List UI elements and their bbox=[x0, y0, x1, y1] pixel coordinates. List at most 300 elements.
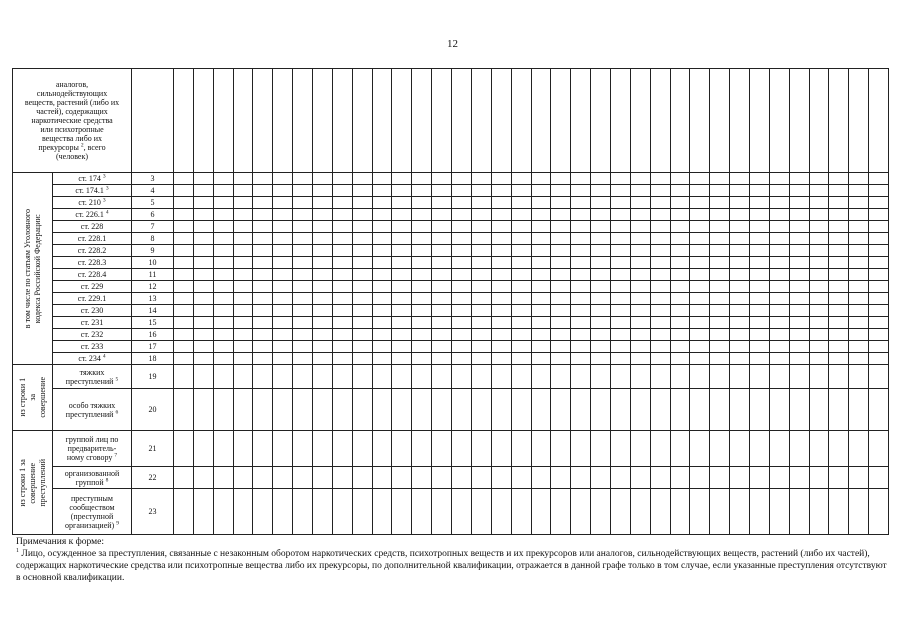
data-cell bbox=[551, 467, 571, 489]
data-cell bbox=[790, 431, 810, 467]
data-cell bbox=[353, 233, 373, 245]
data-cell bbox=[730, 281, 750, 293]
header-label-line: веществ, растений (либо их bbox=[24, 98, 120, 107]
data-cell bbox=[234, 431, 253, 467]
data-cell bbox=[234, 69, 253, 173]
data-cell bbox=[690, 221, 710, 233]
data-cell bbox=[492, 341, 512, 353]
data-cell bbox=[790, 365, 810, 389]
data-cell bbox=[571, 389, 591, 431]
data-cell bbox=[353, 173, 373, 185]
data-cell bbox=[750, 245, 770, 257]
row-label bbox=[53, 293, 132, 305]
data-cell bbox=[770, 197, 790, 209]
data-cell bbox=[591, 185, 611, 197]
row-label bbox=[53, 305, 132, 317]
data-cell bbox=[770, 353, 790, 365]
data-cell bbox=[710, 467, 730, 489]
form-notes bbox=[16, 536, 888, 584]
data-cell bbox=[591, 305, 611, 317]
data-cell bbox=[412, 329, 432, 341]
data-cell bbox=[273, 467, 293, 489]
row-label-text: ст. 210 bbox=[78, 198, 101, 207]
data-cell bbox=[472, 69, 492, 173]
data-cell bbox=[253, 365, 273, 389]
data-cell bbox=[234, 209, 253, 221]
data-cell bbox=[512, 329, 532, 341]
data-cell bbox=[293, 185, 313, 197]
row-number: 5 bbox=[132, 197, 174, 209]
row-label bbox=[53, 221, 132, 233]
data-cell bbox=[313, 185, 333, 197]
data-cell bbox=[492, 389, 512, 431]
data-cell bbox=[571, 365, 591, 389]
data-cell bbox=[472, 281, 492, 293]
data-cell bbox=[174, 293, 194, 305]
data-cell bbox=[869, 197, 889, 209]
data-cell bbox=[512, 221, 532, 233]
data-cell bbox=[551, 233, 571, 245]
data-cell bbox=[651, 245, 671, 257]
data-cell bbox=[313, 245, 333, 257]
data-cell bbox=[571, 185, 591, 197]
table-row bbox=[13, 69, 889, 173]
data-cell bbox=[432, 69, 452, 173]
data-cell bbox=[849, 389, 869, 431]
data-cell bbox=[790, 221, 810, 233]
data-cell bbox=[671, 233, 690, 245]
data-cell bbox=[750, 431, 770, 467]
data-cell bbox=[512, 69, 532, 173]
data-cell bbox=[353, 69, 373, 173]
data-cell bbox=[293, 69, 313, 173]
data-cell bbox=[690, 341, 710, 353]
data-cell bbox=[412, 341, 432, 353]
data-cell bbox=[651, 269, 671, 281]
data-cell bbox=[333, 329, 353, 341]
data-cell bbox=[333, 209, 353, 221]
data-cell bbox=[829, 317, 849, 329]
table-row bbox=[13, 329, 889, 341]
data-cell bbox=[253, 197, 273, 209]
data-cell bbox=[293, 257, 313, 269]
data-cell bbox=[849, 353, 869, 365]
data-cell bbox=[392, 489, 412, 535]
row-label bbox=[53, 245, 132, 257]
data-cell bbox=[790, 257, 810, 269]
data-cell bbox=[829, 329, 849, 341]
data-cell bbox=[611, 341, 631, 353]
data-cell bbox=[472, 341, 492, 353]
data-cell bbox=[770, 317, 790, 329]
row-label-text: организованной группой bbox=[64, 468, 120, 487]
data-cell bbox=[651, 341, 671, 353]
data-cell bbox=[234, 329, 253, 341]
data-cell bbox=[532, 431, 551, 467]
note-1-text: Лицо, осужденное за преступления, связанные с незаконным оборотом наркотических средств, психотропных веществ и их прекурсоров или аналогов, сильнодействующих веществ, растений (либо их частей), содержащих наркотические средства или психотропные вещества либо их прекурсоры, по дополнительной квалификации, отражается в данной графе только в том случае, если указанные преступления отсутствуют в основной квалификации. bbox=[16, 549, 887, 583]
data-cell bbox=[690, 317, 710, 329]
data-cell bbox=[472, 293, 492, 305]
data-cell bbox=[492, 431, 512, 467]
data-cell bbox=[432, 293, 452, 305]
data-cell bbox=[472, 185, 492, 197]
data-cell bbox=[373, 489, 392, 535]
row-label bbox=[53, 329, 132, 341]
data-cell bbox=[750, 305, 770, 317]
data-cell bbox=[770, 221, 790, 233]
data-cell bbox=[651, 467, 671, 489]
data-cell bbox=[631, 173, 651, 185]
data-cell bbox=[492, 69, 512, 173]
data-cell bbox=[710, 317, 730, 329]
data-cell bbox=[571, 293, 591, 305]
data-cell bbox=[452, 221, 472, 233]
table-row bbox=[13, 489, 889, 535]
row-label bbox=[53, 185, 132, 197]
data-cell bbox=[253, 209, 273, 221]
data-cell bbox=[730, 305, 750, 317]
row-number: 3 bbox=[132, 173, 174, 185]
data-cell bbox=[710, 185, 730, 197]
row-label-footnote: 3 bbox=[105, 185, 109, 192]
row-label-footnote: 8 bbox=[105, 476, 109, 483]
data-cell bbox=[174, 209, 194, 221]
data-cell bbox=[829, 389, 849, 431]
data-cell bbox=[532, 173, 551, 185]
data-cell bbox=[710, 329, 730, 341]
data-cell bbox=[551, 305, 571, 317]
data-cell bbox=[591, 341, 611, 353]
data-cell bbox=[790, 293, 810, 305]
data-cell bbox=[611, 467, 631, 489]
data-cell bbox=[432, 173, 452, 185]
data-cell bbox=[849, 257, 869, 269]
header-label-line: сильнодействующих bbox=[36, 89, 108, 98]
data-cell bbox=[829, 353, 849, 365]
data-cell bbox=[631, 317, 651, 329]
data-cell bbox=[551, 431, 571, 467]
data-cell bbox=[730, 233, 750, 245]
row-label-footnote: 5 bbox=[115, 375, 119, 382]
data-cell bbox=[293, 281, 313, 293]
data-cell bbox=[373, 233, 392, 245]
data-cell bbox=[631, 185, 651, 197]
data-cell bbox=[253, 221, 273, 233]
data-cell bbox=[353, 269, 373, 281]
data-cell bbox=[849, 467, 869, 489]
data-cell bbox=[253, 317, 273, 329]
data-cell bbox=[253, 281, 273, 293]
row-label-footnote: 6 bbox=[115, 408, 119, 415]
table-row bbox=[13, 209, 889, 221]
data-cell bbox=[194, 173, 214, 185]
table-row bbox=[13, 197, 889, 209]
data-cell bbox=[472, 221, 492, 233]
data-cell bbox=[710, 69, 730, 173]
data-cell bbox=[611, 365, 631, 389]
data-cell bbox=[412, 317, 432, 329]
data-cell bbox=[273, 257, 293, 269]
data-cell bbox=[333, 269, 353, 281]
data-cell bbox=[790, 197, 810, 209]
data-cell bbox=[174, 341, 194, 353]
data-cell bbox=[313, 257, 333, 269]
data-cell bbox=[671, 317, 690, 329]
data-cell bbox=[591, 221, 611, 233]
data-cell bbox=[472, 431, 492, 467]
data-cell bbox=[710, 489, 730, 535]
data-cell bbox=[253, 185, 273, 197]
data-cell bbox=[790, 489, 810, 535]
data-cell bbox=[432, 269, 452, 281]
header-label-unit: (человек) bbox=[55, 152, 89, 161]
data-cell bbox=[810, 173, 829, 185]
data-cell bbox=[432, 233, 452, 245]
data-cell bbox=[313, 431, 333, 467]
data-cell bbox=[730, 269, 750, 281]
data-cell bbox=[671, 257, 690, 269]
row-number: 6 bbox=[132, 209, 174, 221]
data-cell bbox=[869, 489, 889, 535]
data-cell bbox=[452, 293, 472, 305]
data-cell bbox=[730, 257, 750, 269]
data-cell bbox=[532, 69, 551, 173]
data-cell bbox=[750, 233, 770, 245]
data-cell bbox=[452, 209, 472, 221]
data-cell bbox=[810, 489, 829, 535]
data-cell bbox=[710, 365, 730, 389]
header-label-line: аналогов, bbox=[55, 80, 89, 89]
data-cell bbox=[690, 173, 710, 185]
data-cell bbox=[353, 317, 373, 329]
data-cell bbox=[512, 389, 532, 431]
data-cell bbox=[611, 353, 631, 365]
data-cell bbox=[373, 353, 392, 365]
data-cell bbox=[392, 281, 412, 293]
data-cell bbox=[651, 293, 671, 305]
data-cell bbox=[730, 389, 750, 431]
note-1 bbox=[16, 548, 888, 584]
data-cell bbox=[651, 365, 671, 389]
data-cell bbox=[472, 317, 492, 329]
data-cell bbox=[194, 365, 214, 389]
data-cell bbox=[571, 353, 591, 365]
data-cell bbox=[333, 245, 353, 257]
data-cell bbox=[710, 209, 730, 221]
data-cell bbox=[770, 365, 790, 389]
row-label-text: ст. 228.1 bbox=[77, 234, 107, 243]
data-cell bbox=[412, 209, 432, 221]
data-cell bbox=[313, 293, 333, 305]
data-cell bbox=[234, 317, 253, 329]
data-cell bbox=[392, 233, 412, 245]
data-cell bbox=[174, 389, 194, 431]
data-cell bbox=[651, 431, 671, 467]
data-cell bbox=[750, 185, 770, 197]
data-cell bbox=[611, 173, 631, 185]
row-number: 20 bbox=[132, 389, 174, 431]
data-cell bbox=[392, 69, 412, 173]
data-cell bbox=[532, 467, 551, 489]
data-cell bbox=[392, 389, 412, 431]
data-cell bbox=[392, 353, 412, 365]
data-cell bbox=[432, 257, 452, 269]
data-cell bbox=[611, 221, 631, 233]
data-cell bbox=[829, 341, 849, 353]
data-cell bbox=[452, 305, 472, 317]
data-cell bbox=[392, 257, 412, 269]
data-cell bbox=[532, 281, 551, 293]
row-number: 10 bbox=[132, 257, 174, 269]
data-cell bbox=[234, 245, 253, 257]
data-cell bbox=[492, 293, 512, 305]
data-cell bbox=[671, 489, 690, 535]
table-row bbox=[13, 257, 889, 269]
data-cell bbox=[234, 197, 253, 209]
table-row bbox=[13, 293, 889, 305]
data-cell bbox=[591, 173, 611, 185]
data-cell bbox=[671, 389, 690, 431]
row-label-footnote: 3 bbox=[102, 197, 106, 204]
data-cell bbox=[730, 69, 750, 173]
data-cell bbox=[452, 257, 472, 269]
data-cell bbox=[373, 293, 392, 305]
data-cell bbox=[412, 293, 432, 305]
data-cell bbox=[412, 185, 432, 197]
data-cell bbox=[532, 233, 551, 245]
data-cell bbox=[373, 389, 392, 431]
data-cell bbox=[690, 197, 710, 209]
data-cell bbox=[730, 489, 750, 535]
data-cell bbox=[770, 209, 790, 221]
row-label bbox=[53, 197, 132, 209]
data-cell bbox=[392, 467, 412, 489]
data-cell bbox=[412, 257, 432, 269]
row-label-text: ст. 228 bbox=[80, 222, 104, 231]
header-label-line: вещества либо их bbox=[41, 134, 103, 143]
data-cell bbox=[810, 233, 829, 245]
data-cell bbox=[452, 233, 472, 245]
data-cell bbox=[214, 293, 234, 305]
data-cell bbox=[373, 431, 392, 467]
data-cell bbox=[492, 245, 512, 257]
data-cell bbox=[651, 281, 671, 293]
data-cell bbox=[690, 185, 710, 197]
data-cell bbox=[869, 185, 889, 197]
data-cell bbox=[333, 173, 353, 185]
data-cell bbox=[293, 317, 313, 329]
table-row bbox=[13, 467, 889, 489]
data-cell bbox=[253, 431, 273, 467]
data-cell bbox=[591, 353, 611, 365]
data-cell bbox=[591, 257, 611, 269]
data-cell bbox=[849, 269, 869, 281]
data-cell bbox=[174, 489, 194, 535]
data-cell bbox=[671, 353, 690, 365]
data-cell bbox=[551, 353, 571, 365]
data-cell bbox=[849, 489, 869, 535]
data-cell bbox=[810, 329, 829, 341]
table-row bbox=[13, 341, 889, 353]
data-cell bbox=[333, 257, 353, 269]
data-cell bbox=[432, 305, 452, 317]
data-cell bbox=[472, 329, 492, 341]
data-cell bbox=[174, 173, 194, 185]
data-cell bbox=[353, 221, 373, 233]
table-row bbox=[13, 233, 889, 245]
data-cell bbox=[512, 233, 532, 245]
data-cell bbox=[194, 389, 214, 431]
data-cell bbox=[472, 197, 492, 209]
data-cell bbox=[472, 173, 492, 185]
data-cell bbox=[432, 185, 452, 197]
data-cell bbox=[849, 305, 869, 317]
data-cell bbox=[869, 209, 889, 221]
data-cell bbox=[512, 245, 532, 257]
row-label-text: преступным сообществом (преступной организацией) bbox=[65, 493, 115, 530]
data-cell bbox=[293, 269, 313, 281]
data-cell bbox=[810, 293, 829, 305]
data-cell bbox=[392, 173, 412, 185]
data-cell bbox=[412, 389, 432, 431]
data-cell bbox=[690, 389, 710, 431]
data-cell bbox=[512, 197, 532, 209]
data-cell bbox=[432, 389, 452, 431]
data-cell bbox=[174, 365, 194, 389]
data-cell bbox=[631, 233, 651, 245]
data-cell bbox=[373, 185, 392, 197]
data-cell bbox=[234, 281, 253, 293]
data-cell bbox=[532, 245, 551, 257]
table-row bbox=[13, 269, 889, 281]
data-cell bbox=[273, 317, 293, 329]
data-cell bbox=[611, 317, 631, 329]
data-cell bbox=[492, 233, 512, 245]
data-cell bbox=[353, 467, 373, 489]
data-cell bbox=[452, 431, 472, 467]
data-cell bbox=[373, 173, 392, 185]
data-cell bbox=[432, 341, 452, 353]
data-cell bbox=[174, 281, 194, 293]
data-cell bbox=[690, 69, 710, 173]
data-cell bbox=[631, 257, 651, 269]
data-cell bbox=[571, 221, 591, 233]
data-cell bbox=[194, 431, 214, 467]
data-cell bbox=[373, 281, 392, 293]
header-label-line: наркотические средства bbox=[31, 116, 113, 125]
data-cell bbox=[234, 221, 253, 233]
data-cell bbox=[373, 209, 392, 221]
data-cell bbox=[671, 185, 690, 197]
data-cell bbox=[551, 221, 571, 233]
data-cell bbox=[571, 257, 591, 269]
data-cell bbox=[333, 305, 353, 317]
row-label-text: ст. 233 bbox=[80, 342, 104, 351]
data-cell bbox=[810, 365, 829, 389]
data-cell bbox=[671, 69, 690, 173]
data-cell bbox=[313, 353, 333, 365]
row-number: 11 bbox=[132, 269, 174, 281]
statistics-form-table bbox=[12, 68, 889, 535]
row-group-label bbox=[13, 365, 53, 431]
data-cell bbox=[532, 317, 551, 329]
data-cell bbox=[849, 69, 869, 173]
data-cell bbox=[253, 69, 273, 173]
data-cell bbox=[671, 173, 690, 185]
data-cell bbox=[810, 431, 829, 467]
data-cell bbox=[293, 467, 313, 489]
data-cell bbox=[810, 245, 829, 257]
